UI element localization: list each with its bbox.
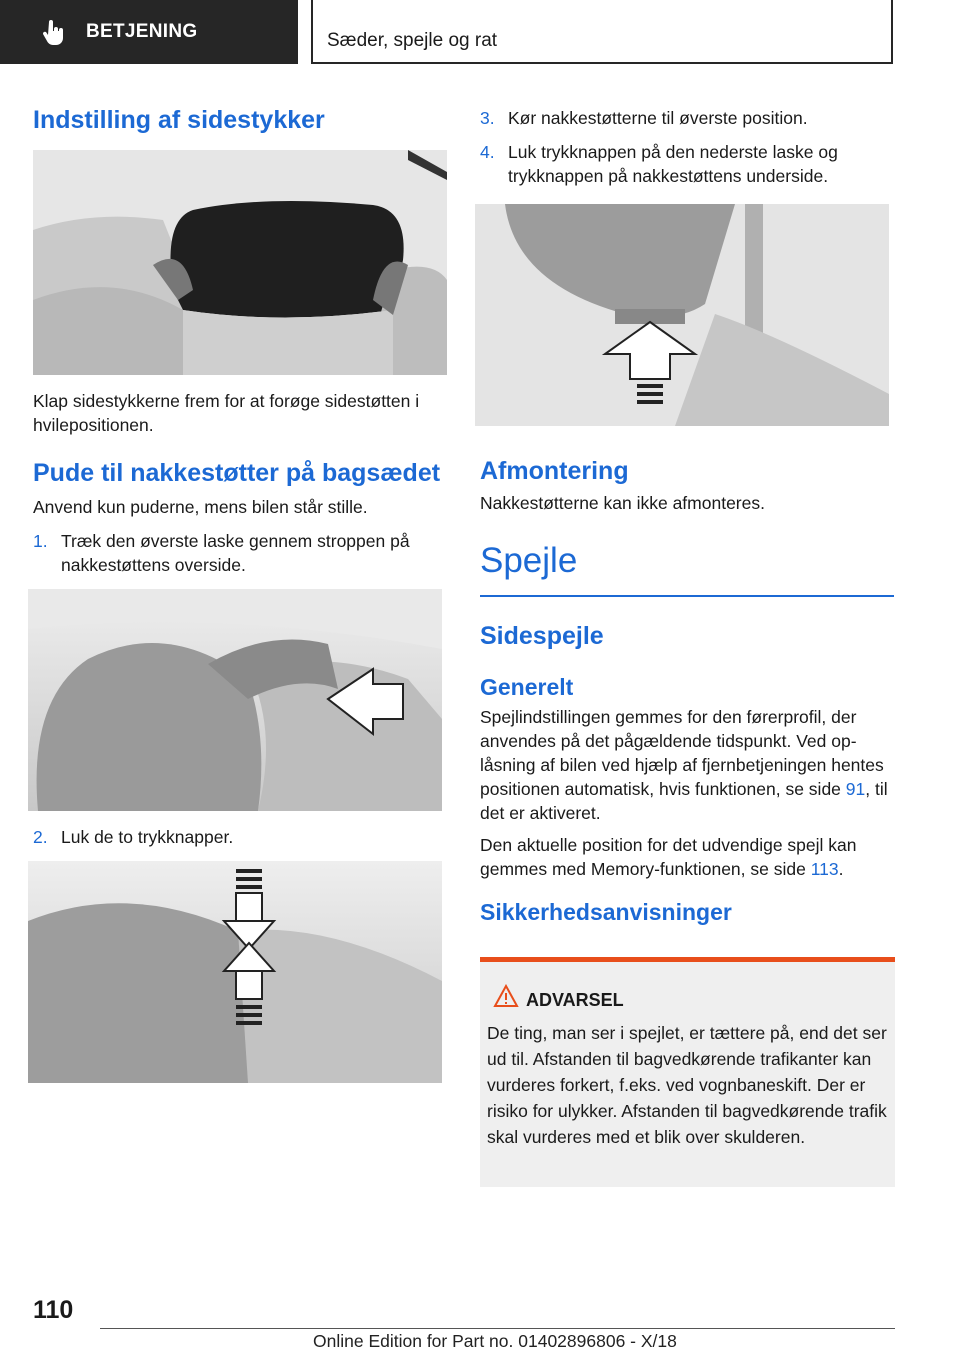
para-generelt [480,705,894,825]
headrest-underside-image [475,204,889,426]
warning-title: ADVARSEL [526,990,624,1010]
page-number: 110 [33,1296,74,1324]
warning-body: De ting, man ser i spejlet, er tættere på, end det ser ud til. Afstanden til bagvedkørende trafikanter kan vurderes forkert, f.eks. ved vognbaneskift. Der er risiko for ulykker. Afstanden til bagvedkørende trafik skal vurderes med et blik over skulderen. [487,1023,887,1147]
step-number: 4. [480,142,495,162]
step-text: Kør nakkestøtterne til øverste position. [508,108,808,128]
para-memory [480,833,894,881]
step-text: Træk den øverste laske gennem stroppen på nakkestøttens overside. [61,531,410,575]
warning-box [480,957,895,1187]
heading-sidestykker: Indstilling af sidestykker [33,106,325,134]
para-afmontering: Nakkestøtterne kan ikke afmonteres. [480,493,765,513]
page-link-113[interactable]: 113 [810,859,839,879]
step-number: 3. [480,108,495,128]
hand-pointer-icon [40,18,68,46]
right-column [480,100,894,926]
heading-sidespejle: Sidespejle [480,622,604,650]
page-link-91[interactable]: 91 [845,779,866,799]
section-label: Sæder, spejle og rat [327,30,498,51]
heading-afmontering: Afmontering [480,457,629,485]
para-memory-text-a: Den aktuelle position for det udvendige spejl kan gemmes med Memory-funktionen, se side [480,835,857,879]
section-tab [311,0,893,64]
chapter-tab [0,0,298,64]
step-3 [480,106,894,130]
step-2 [33,825,447,849]
para-sidestykker: Klap sidestykkerne frem for at forøge sidestøtten i hvilepositionen. [33,391,420,435]
footer-edition: Online Edition for Part no. 01402896806 - X/18 [313,1331,677,1351]
para-generelt-text-b: , til det er aktiveret. [480,779,888,823]
heading-spejle: Spejle [480,541,894,597]
heading-pude: Pude til nakkestøtter på bagsædet [33,459,441,487]
step-text: Luk trykknappen på den nederste laske og trykknappen på nakkestøttens underside. [508,142,838,186]
heading-sikkerhed: Sikkerhedsanvisninger [480,899,732,925]
left-column [33,100,447,1083]
footer-rule [100,1328,895,1329]
step-text: Luk de to trykknapper. [61,827,234,847]
headrest-buttons-image [28,861,442,1083]
chapter-label: BETJENING [86,21,198,42]
heading-generelt: Generelt [480,674,574,700]
headrest-side-panels-image [33,150,447,375]
step-4 [480,140,894,188]
step-number: 2. [33,827,48,847]
para-pude: Anvend kun puderne, mens bilen står stille. [33,497,368,517]
headrest-strap-image [28,589,442,811]
para-generelt-text-a: Spejlindstillingen gemmes for den førerprofil, der anvendes på det pågældende tidspunkt. Ved oplåsning af bilen ved hjælp af fjernbetjeningen hentes positionen automatisk, hvis funktionen, se side [480,707,884,799]
para-memory-text-b: . [838,859,844,879]
warning-triangle-icon [493,984,519,1008]
step-1 [33,529,447,577]
step-number: 1. [33,531,48,551]
